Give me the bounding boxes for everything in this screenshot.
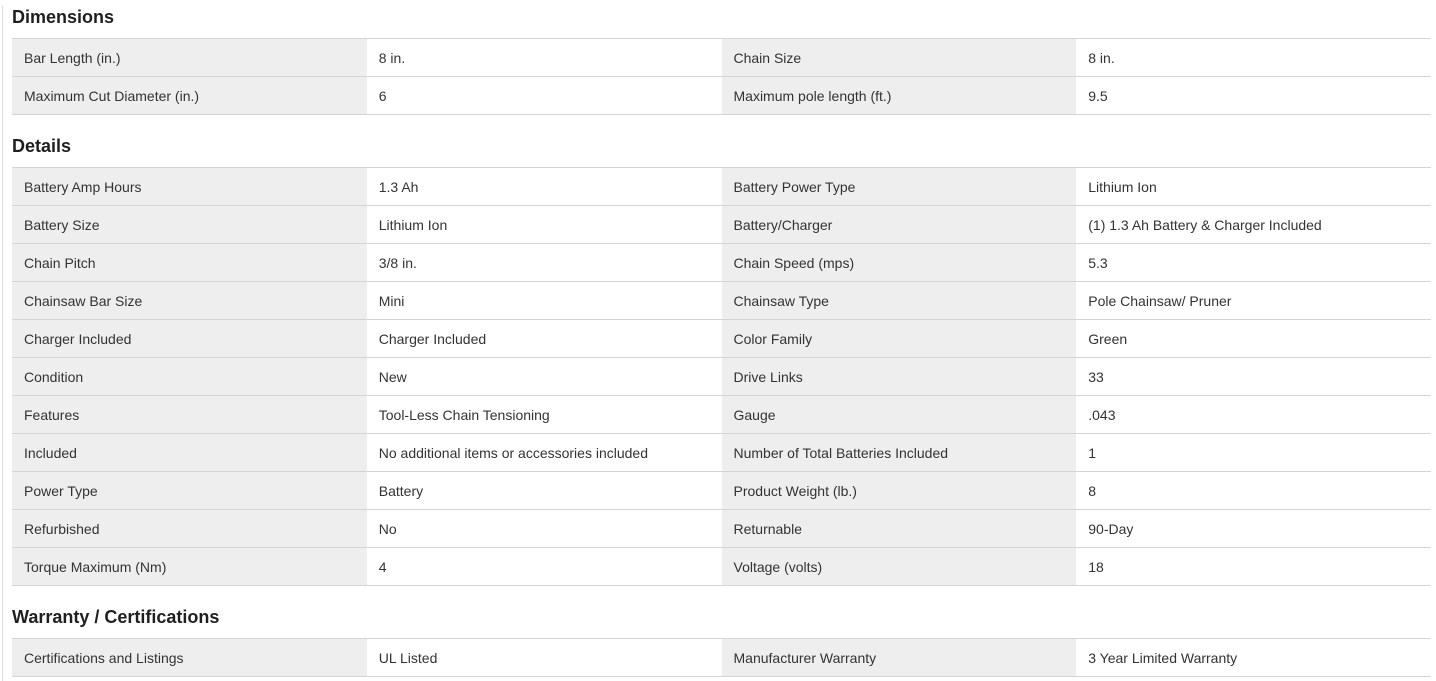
spec-value: Tool-Less Chain Tensioning xyxy=(378,406,550,423)
product-specifications-page xyxy=(0,6,1436,677)
spec-label: Returnable xyxy=(722,510,1077,547)
table-row xyxy=(12,39,1431,77)
table-row xyxy=(12,168,1431,206)
spec-label: Battery/Charger xyxy=(722,206,1077,243)
table-row xyxy=(12,282,1431,320)
spec-value: 3 Year Limited Warranty xyxy=(1088,649,1238,666)
spec-label: Power Type xyxy=(12,472,367,509)
spec-value: UL Listed xyxy=(378,649,438,666)
spec-label: Bar Length (in.) xyxy=(12,39,367,76)
spec-value: Green xyxy=(1088,330,1128,347)
spec-value: Battery xyxy=(378,482,424,499)
spec-label: Chain Speed (mps) xyxy=(722,244,1077,281)
spec-value: 8 in. xyxy=(378,49,406,66)
spec-label: Condition xyxy=(12,358,367,395)
spec-label: Chain Pitch xyxy=(12,244,367,281)
spec-label: Features xyxy=(12,396,367,433)
table-row xyxy=(12,548,1431,586)
spec-value: 1 xyxy=(1088,444,1097,461)
spec-label: Gauge xyxy=(722,396,1077,433)
table-row xyxy=(12,472,1431,510)
spec-value: Lithium Ion xyxy=(378,216,448,233)
spec-label: Number of Total Batteries Included xyxy=(722,434,1077,471)
spec-label: Voltage (volts) xyxy=(722,548,1077,585)
spec-value: Mini xyxy=(378,292,405,309)
spec-value: 18 xyxy=(1088,558,1104,575)
dimensions-table xyxy=(12,38,1431,115)
spec-label: Refurbished xyxy=(12,510,367,547)
table-row xyxy=(12,510,1431,548)
spec-label: Maximum Cut Diameter (in.) xyxy=(12,77,367,114)
section-title-dimensions: Dimensions xyxy=(12,7,115,27)
page-left-border xyxy=(2,6,3,681)
section-title-details: Details xyxy=(12,136,72,156)
spec-label: Torque Maximum (Nm) xyxy=(12,548,367,585)
details-table xyxy=(12,167,1431,586)
spec-label: Chainsaw Bar Size xyxy=(12,282,367,319)
spec-value: 33 xyxy=(1088,368,1104,385)
spec-value: 5.3 xyxy=(1088,254,1108,271)
spec-value: New xyxy=(378,368,407,385)
spec-value: 8 xyxy=(1088,482,1097,499)
spec-value: .043 xyxy=(1088,406,1116,423)
spec-label: Chainsaw Type xyxy=(722,282,1077,319)
spec-value: Pole Chainsaw/ Pruner xyxy=(1088,292,1232,309)
spec-value: Lithium Ion xyxy=(1088,178,1157,195)
spec-label: Battery Power Type xyxy=(722,168,1077,205)
table-row xyxy=(12,320,1431,358)
spec-label: Maximum pole length (ft.) xyxy=(722,77,1077,114)
spec-label: Battery Size xyxy=(12,206,367,243)
spec-label: Product Weight (lb.) xyxy=(722,472,1077,509)
spec-label: Included xyxy=(12,434,367,471)
table-row xyxy=(12,396,1431,434)
spec-value: No additional items or accessories included xyxy=(378,444,648,461)
spec-label: Color Family xyxy=(722,320,1077,357)
spec-label: Chain Size xyxy=(722,39,1077,76)
spec-value: 4 xyxy=(378,558,387,575)
section-warranty-certifications xyxy=(12,606,1431,677)
spec-label: Manufacturer Warranty xyxy=(722,639,1077,676)
section-details xyxy=(12,135,1431,586)
section-title-warranty-certifications: Warranty / Certifications xyxy=(12,607,220,627)
spec-value: 1.3 Ah xyxy=(378,178,419,195)
warranty-certifications-table xyxy=(12,638,1431,677)
table-row xyxy=(12,639,1431,677)
spec-value: 8 in. xyxy=(1088,49,1115,66)
spec-label: Battery Amp Hours xyxy=(12,168,367,205)
table-row xyxy=(12,434,1431,472)
spec-value: 90-Day xyxy=(1088,520,1134,537)
spec-label: Drive Links xyxy=(722,358,1077,395)
table-row xyxy=(12,244,1431,282)
table-row xyxy=(12,206,1431,244)
section-dimensions xyxy=(12,6,1431,115)
spec-value: Charger Included xyxy=(378,330,487,347)
spec-label: Certifications and Listings xyxy=(12,639,367,676)
spec-value: 9.5 xyxy=(1088,87,1108,104)
spec-value: No xyxy=(378,520,397,537)
spec-value: (1) 1.3 Ah Battery & Charger Included xyxy=(1088,216,1322,233)
spec-label: Charger Included xyxy=(12,320,367,357)
spec-value: 6 xyxy=(378,87,387,104)
table-row xyxy=(12,358,1431,396)
spec-value: 3/8 in. xyxy=(378,254,417,271)
table-row xyxy=(12,77,1431,115)
